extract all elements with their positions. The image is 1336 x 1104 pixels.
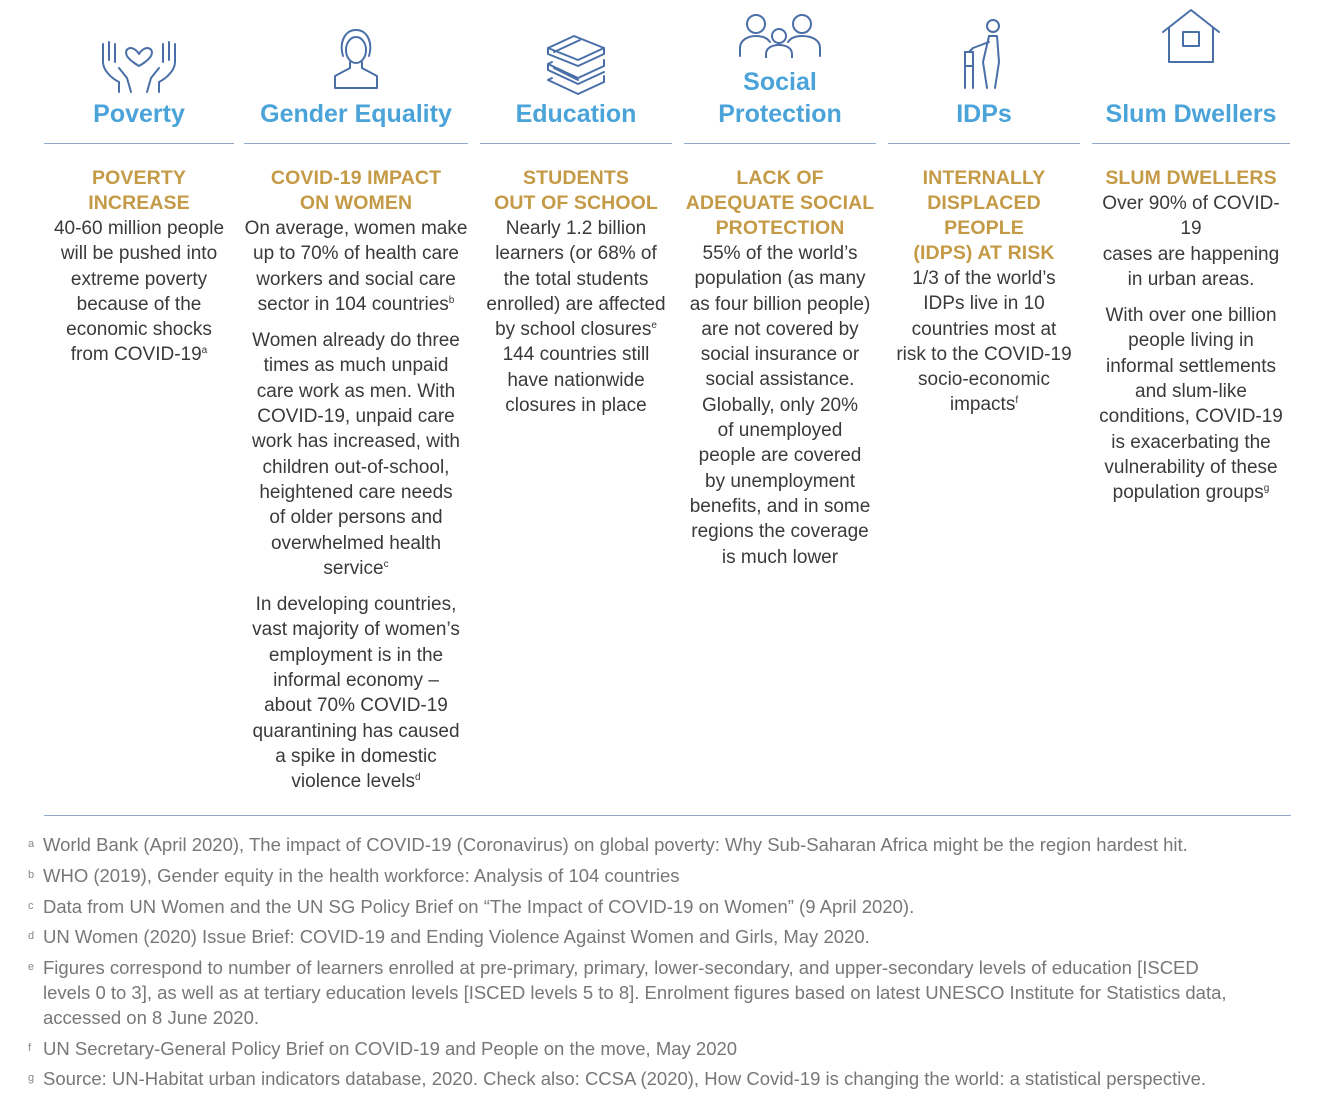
column-heading: Gender Equality xyxy=(260,100,452,128)
column-subheading: LACK OF ADEQUATE SOCIAL PROTECTION xyxy=(685,167,875,239)
paragraph: On average, women make up to 70% of health care workers and social care sector in 104 countries$^b$ xyxy=(244,218,468,315)
footnote-g: g Source: UN-Habitat urban indicators database, 2020. Check also: CCSA (2020), How Covid-19 is changing the world: a statistical perspective. xyxy=(28,1068,1207,1090)
footnote-ref: c xyxy=(383,558,389,570)
divider xyxy=(480,143,672,144)
walker-person-icon xyxy=(961,18,1007,90)
footnote-ref: e xyxy=(651,320,657,332)
divider xyxy=(1092,143,1290,144)
column-subheading: SLUM DWELLERS xyxy=(1105,167,1277,189)
column-heading: Social Protection xyxy=(718,68,842,128)
column-subheading: POVERTY INCREASE xyxy=(88,167,190,214)
divider xyxy=(244,143,468,144)
column-heading: Poverty xyxy=(93,100,185,128)
footnote-ref: a xyxy=(201,345,208,357)
column-subheading: COVID-19 IMPACT ON WOMEN xyxy=(270,167,442,214)
woman-icon xyxy=(331,28,381,90)
family-icon xyxy=(738,12,822,58)
footnote-d: d UN Women (2020) Issue Brief: COVID-19 and Ending Violence Against Women and Girls, May 2020. xyxy=(28,926,870,948)
paragraph: Nearly 1.2 billion learners (or 68% of the total students enrolled) are affected by school closures$^e$ 144 countries still have nationwide closures in place xyxy=(486,218,666,417)
paragraph: In developing countries, vast majority of women’s employment is in the informal economy – about 70% COVID-19 quarantining has caused a spike in domestic violence levels$^d$ xyxy=(252,594,460,793)
footnotes-divider xyxy=(44,815,1291,816)
footnote-c: c Data from UN Women and the UN SG Policy Brief on “The Impact of COVID-19 on Women” (9 April 2020). xyxy=(28,895,915,917)
footnote-ref: b xyxy=(448,294,455,306)
footnote-ref: f xyxy=(1015,395,1019,407)
hands-heart-icon xyxy=(97,38,181,94)
column-heading: Slum Dwellers xyxy=(1105,100,1277,128)
footnote-b: b WHO (2019), Gender equity in the health workforce: Analysis of 104 countries xyxy=(28,864,680,886)
paragraph: 55% of the world’s population (as many as four billion people) are not covered by social insurance or social assistance. Globally, only 20% of unemployed people are covered by unemployment benefits, and in some regions the coverage is much lower xyxy=(689,243,871,568)
footnote-ref: g xyxy=(1263,483,1270,495)
divider xyxy=(888,143,1080,144)
divider xyxy=(684,143,876,144)
divider xyxy=(44,143,234,144)
paragraph: With over one billion people living in informal settlements and slum-like conditions, COVID-19 is exacerbating the vulnerability of these population groups$^g$ xyxy=(1099,305,1283,504)
column-heading: Education xyxy=(515,100,637,128)
paragraph: Women already do three times as much unpaid care work as men. With COVID-19, unpaid care work has increased, with children out-of-school, heightened care needs of older persons and overwhelmed health service$^c$ xyxy=(251,330,461,579)
paragraph: Over 90% of COVID-19 cases are happening in urban areas. xyxy=(1102,193,1280,290)
footnote-e: e Figures correspond to number of learners enrolled at pre-primary, primary, lower-secondary, and upper-secondary levels of education [ISCED levels 0 to 3], as well as at tertiary education levels [ISCED levels 5 to 8]. Enrolment figures based on latest UNESCO Institute for Statistics data, accessed on 8 June 2020. xyxy=(28,957,1227,1028)
footnote-a: a World Bank (April 2020), The impact of COVID-19 (Coronavirus) on global poverty: Why Sub-Saharan Africa might be the region hardest hit. xyxy=(28,834,1188,855)
house-icon xyxy=(1161,8,1221,64)
column-heading: IDPs xyxy=(956,100,1012,128)
footnotes xyxy=(28,833,1298,1098)
footnote-ref: d xyxy=(415,772,421,784)
footnote-f: f UN Secretary-General Policy Brief on COVID-19 and People on the move, May 2020 xyxy=(28,1037,738,1059)
column-subheading: INTERNALLY DISPLACED PEOPLE (IDPS) AT RISK xyxy=(913,167,1055,264)
books-icon xyxy=(544,34,608,96)
column-subheading: STUDENTS OUT OF SCHOOL xyxy=(494,167,658,214)
paragraph: 40-60 million people will be pushed into extreme poverty because of the economic shocks from COVID-19$^a$ xyxy=(53,218,225,366)
paragraph: 1/3 of the world’s IDPs live in 10 countries most at risk to the COVID-19 socio-economic impacts$^f$ xyxy=(896,268,1072,416)
